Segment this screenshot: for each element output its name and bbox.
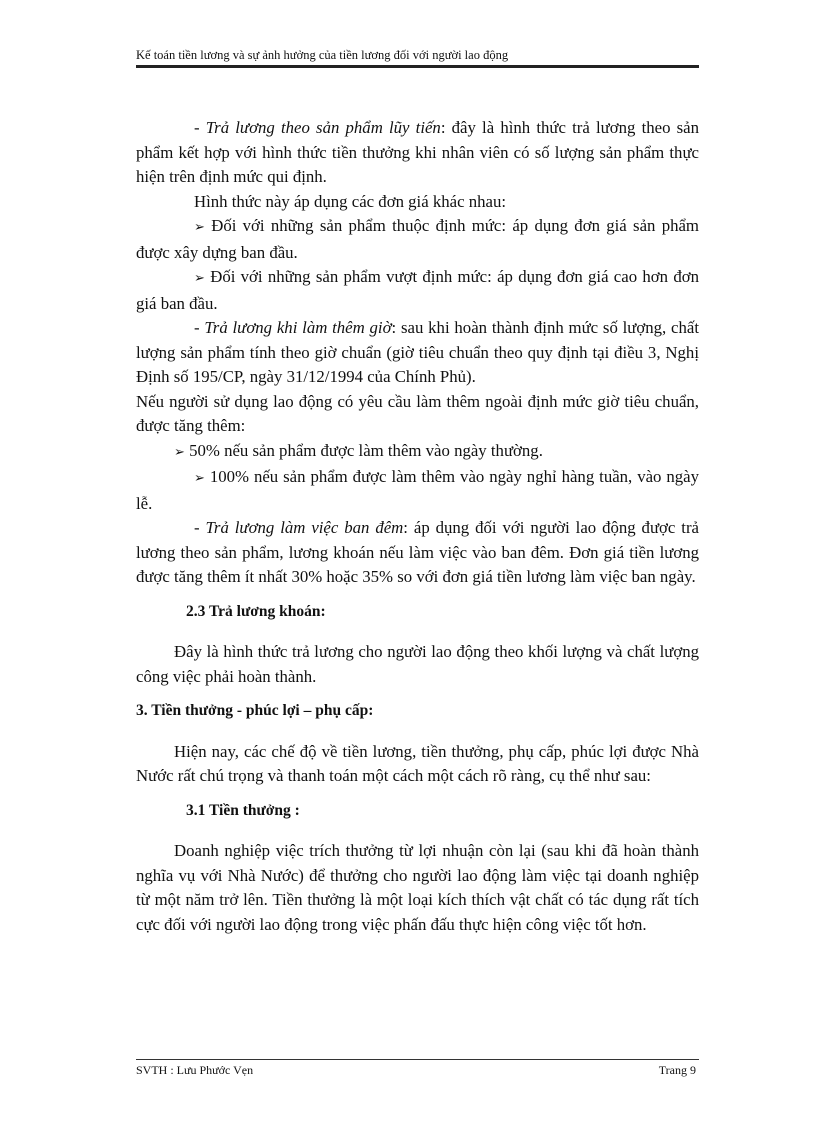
footer-author: SVTH : Lưu Phước Vẹn xyxy=(136,1063,254,1077)
paragraph-night-pay xyxy=(136,516,699,590)
bullet-above-norm-text: Đối với những sản phẩm vượt định mức: áp dụng đơn giá cao hơn đơn giá ban đầu. xyxy=(136,267,699,313)
bullet-within-norm-text: Đối với những sản phẩm thuộc định mức: áp dụng đơn giá sản phẩm được xây dựng ban đầu. xyxy=(136,216,699,262)
page-header-title: Kế toán tiền lương và sự ảnh hưởng của tiền lương đối với người lao động xyxy=(136,48,509,62)
heading-bonus-welfare: 3. Tiền thưởng - phúc lợi – phụ cấp: xyxy=(136,702,374,719)
heading-bonus: 3.1 Tiền thưởng : xyxy=(186,801,300,819)
paragraph-unit-prices: Hình thức này áp dụng các đơn giá khác nhau: xyxy=(194,191,507,211)
term-night-pay: - Trả lương làm việc ban đêm xyxy=(194,518,404,537)
paragraph-progressive-pay xyxy=(136,116,699,190)
bullet-weekday-overtime-text: 50% nếu sản phẩm được làm thêm vào ngày thường. xyxy=(189,440,543,460)
arrow-bullet-icon: ➢ xyxy=(194,220,205,235)
text-overtime-pay: : sau khi hoàn thành định mức số lượng, chất lượng sản phẩm tính theo giờ chuẩn (giờ tiêu chuẩn theo quy định tại điều 3, Nghị Định số 195/CP, ngày 31/12/1994 của Chính Phủ). xyxy=(136,318,699,386)
header-rule xyxy=(136,65,699,68)
bullet-holiday-overtime-text: 100% nếu sản phẩm được làm thêm vào ngày nghỉ hàng tuần, vào ngày lễ. xyxy=(136,467,699,513)
bullet-within-norm xyxy=(136,214,699,265)
term-overtime-pay: - Trả lương khi làm thêm giờ xyxy=(194,318,392,337)
bullet-holiday-overtime xyxy=(136,465,699,516)
paragraph-piecework-pay: Đây là hình thức trả lương cho người lao động theo khối lượng và chất lượng công việc phải hoàn thành. xyxy=(136,642,699,686)
arrow-bullet-icon: ➢ xyxy=(194,271,205,286)
paragraph-bonus-overview: Hiện nay, các chế độ về tiền lương, tiền thưởng, phụ cấp, phúc lợi được Nhà Nước rất chú trọng và thanh toán một cách một cách rõ ràng, cụ thể như sau: xyxy=(136,741,699,785)
footer-rule xyxy=(136,1059,699,1060)
arrow-bullet-icon: ➢ xyxy=(174,444,185,460)
heading-piecework-pay: 2.3 Trả lương khoán: xyxy=(186,602,326,620)
page-content xyxy=(136,116,699,937)
text-night-pay: : áp dụng đối với người lao động được trả lương theo sản phẩm, lương khoán nếu làm việc vào ban đêm. Đơn giá tiền lương được tăng thêm ít nhất 30% hoặc 35% so với đơn giá tiền lương làm việc ban ngày. xyxy=(136,518,699,586)
paragraph-bonus: Doanh nghiệp việc trích thưởng từ lợi nhuận còn lại (sau khi đã hoàn thành nghĩa vụ với Nhà Nước) để thưởng cho người lao động làm việc tại doanh nghiệp từ một năm trở lên. Tiền thưởng là một loại kích thích vật chất có tác dụng rất tích cực đối với người lao động trong việc phấn đấu thực hiện công việc tốt hơn. xyxy=(136,841,699,934)
term-progressive-pay: - Trả lương theo sản phẩm lũy tiến xyxy=(194,118,441,137)
footer-page-number: Trang 9 xyxy=(658,1063,696,1077)
arrow-bullet-icon: ➢ xyxy=(194,471,205,486)
paragraph-overtime-pay xyxy=(136,316,699,390)
text-progressive-pay: : đây là hình thức trả lương theo sản phẩm kết hợp với hình thức tiền thưởng khi nhân viên có số lượng sản phẩm thực hiện trên định mức qui định. xyxy=(136,118,699,186)
paragraph-overtime-request: Nếu người sử dụng lao động có yêu cầu làm thêm ngoài định mức giờ tiêu chuẩn, được tăng thêm: xyxy=(136,391,699,435)
bullet-weekday-overtime xyxy=(136,439,699,466)
bullet-above-norm xyxy=(136,265,699,316)
